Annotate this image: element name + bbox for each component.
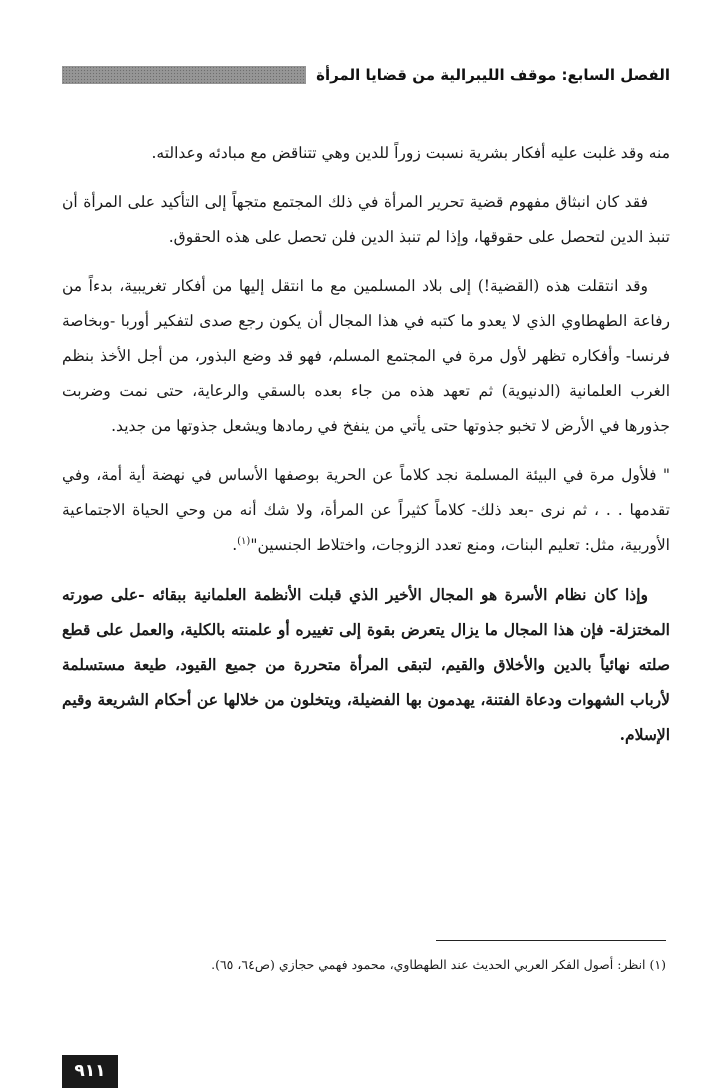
footnote-divider (436, 940, 666, 941)
body-text (62, 136, 670, 766)
header-pattern-bar (62, 66, 306, 84)
paragraph-1: منه وقد غلبت عليه أفكار بشرية نسبت زوراً للدين وهي تتناقض مع مبادئه وعدالته. (151, 144, 670, 162)
chapter-title: الفصل السابع: موقف الليبرالية من قضايا المرأة (316, 66, 670, 84)
paragraph-4-quote (62, 458, 670, 563)
quote-text: " فلأول مرة في البيئة المسلمة نجد كلاماً عن الحرية بوصفها الأساس في نهضة أية أمة، وفي تقدمها . . ، ثم نرى -بعد ذلك- كلاماً كثيراً عن المرأة، ولا شك أنه من وحي الحياة الاجتماعية الأوربية، مثل: تعليم البنات، ومنع تعدد الزوجات، واختلاط الجنسين" (62, 466, 670, 554)
footnote: (١) انظر: أصول الفكر العربي الحديث عند الطهطاوي، محمود فهمي حجازي (ص٦٤، ٦٥). (211, 957, 666, 972)
paragraph-5: وإذا كان نظام الأسرة هو المجال الأخير الذي قبلت الأنظمة العلمانية ببقائه -على صورته المختزلة- فإن هذا المجال ما يزال يتعرض بقوة إلى تغييره أو علمنته بالكلية، والعمل على قطع صلته نهائياً بالدين والأخلاق والقيم، لتبقى المرأة متحررة من جميع القيود، طيعة مستسلمة لأرباب الشهوات ودعاة الفتنة، يهدمون بها الفضيلة، ويتخلون من خلالها عن أحكام الشريعة وقيم الإسلام. (62, 585, 670, 744)
page-number: ٩١١ (62, 1055, 118, 1088)
paragraph-2: فقد كان انبثاق مفهوم قضية تحرير المرأة في ذلك المجتمع متجهاً إلى التأكيد على المرأة أن تنبذ الدين لتحصل على حقوقها، وإذا لم تنبذ الدين فلن تحصل على هذه الحقوق. (62, 193, 670, 246)
quote-end: . (232, 536, 238, 554)
footnote-reference: (١) (237, 535, 251, 547)
paragraph-3: وقد انتقلت هذه (القضية!) إلى بلاد المسلمين مع ما انتقل إليها من أفكار تغريبية، بدءاً من رفاعة الطهطاوي الذي لا يعدو ما كتبه في هذا المجال أن يكون رجع صدى لتفكير أوربا -وبخاصة فرنسا- وأفكاره تظهر لأول مرة في المجتمع المسلم، فهو قد وضع البذور، من أجل الأخذ بنظم الغرب العلمانية (الدنيوية) ثم تعهد هذه من جاء بعده بالسقي والرعاية، حتى نمت وضربت جذورها في الأرض لا تخبو جذوتها حتى يأتي من ينفخ في رمادها ويشعل جذوتها من جديد. (62, 277, 670, 435)
running-header (62, 60, 670, 90)
